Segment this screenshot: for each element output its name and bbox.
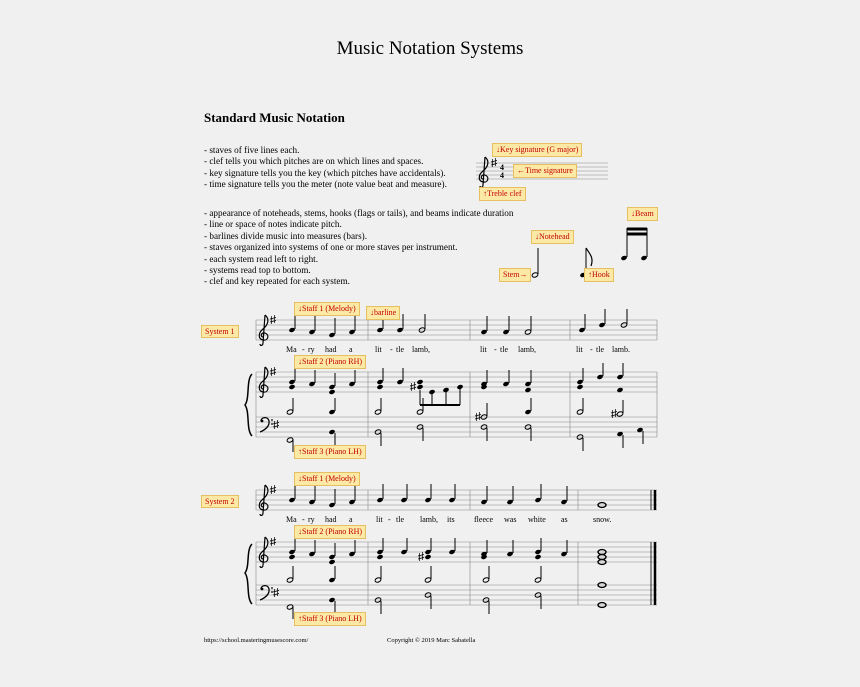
beam-callout: ↓Beam bbox=[627, 207, 658, 221]
lyric: - bbox=[302, 345, 305, 354]
lyric: lit bbox=[375, 345, 382, 354]
list-item: - each system read left to right. bbox=[204, 253, 319, 264]
system-2 bbox=[245, 484, 657, 619]
lyric: a bbox=[349, 515, 353, 524]
key-signature-callout: ↓Key signature (G major) bbox=[492, 143, 582, 157]
lyric: Ma bbox=[286, 515, 297, 524]
lyric: - bbox=[390, 345, 393, 354]
lyric: lamb. bbox=[612, 345, 630, 354]
lyric: its bbox=[447, 515, 455, 524]
list-item: - barlines divide music into measures (bars). bbox=[204, 230, 368, 241]
lyric: tle bbox=[500, 345, 508, 354]
system-1-staff-1-callout: ↓Staff 1 (Melody) bbox=[294, 302, 360, 316]
lyric: - bbox=[590, 345, 593, 354]
footer-copyright: Copyright © 2019 Marc Sabatella bbox=[387, 637, 476, 644]
lyric: snow. bbox=[593, 515, 612, 524]
list-item: - systems read top to bottom. bbox=[204, 265, 311, 276]
system-2-piano-notes bbox=[286, 538, 606, 619]
stem-callout: Stem→ bbox=[499, 268, 531, 282]
page-title: Music Notation Systems bbox=[336, 38, 524, 59]
lyric: tle bbox=[396, 345, 404, 354]
list-item: - line or space of notes indicate pitch. bbox=[204, 219, 342, 230]
system-2-melody-notes bbox=[288, 484, 606, 508]
lyric: fleece bbox=[474, 515, 494, 524]
lyric: ry bbox=[308, 515, 315, 524]
lyric: white bbox=[528, 515, 546, 524]
lyric: lit bbox=[576, 345, 583, 354]
list-item: - clef and key repeated for each system. bbox=[204, 276, 350, 287]
lyric: lamb, bbox=[420, 515, 438, 524]
system-1-staff-3-callout: ↑Staff 3 (Piano LH) bbox=[294, 445, 366, 459]
footer-url: https://school.masteringmusescore.com/ bbox=[204, 637, 309, 644]
lyric: tle bbox=[596, 345, 604, 354]
svg-text:4: 4 bbox=[500, 171, 504, 180]
lyric: ry bbox=[308, 345, 315, 354]
system-2-staff-1-callout: ↓Staff 1 (Melody) bbox=[294, 472, 360, 486]
system-1-piano-notes bbox=[286, 363, 643, 452]
list-item: - appearance of noteheads, stems, hooks (flags or tails), and beams indicate duration bbox=[204, 208, 514, 218]
lyric: - bbox=[302, 515, 305, 524]
lyric: lit bbox=[376, 515, 383, 524]
system-1-label: System 1 bbox=[201, 325, 239, 338]
section-title: Standard Music Notation bbox=[204, 110, 345, 125]
lyric: - bbox=[494, 345, 497, 354]
time-signature-callout: ←Time signature bbox=[513, 164, 577, 178]
list-item: - clef tells you which pitches are on which lines and spaces. bbox=[204, 156, 424, 167]
system-2-staff-2-callout: ↓Staff 2 (Piano RH) bbox=[294, 525, 366, 539]
treble-clef-callout: ↑Treble clef bbox=[479, 187, 526, 201]
system-2-label: System 2 bbox=[201, 495, 239, 508]
system-1 bbox=[245, 309, 657, 452]
system-2-staff-3-callout: ↑Staff 3 (Piano LH) bbox=[294, 612, 366, 626]
lyric: had bbox=[325, 345, 337, 354]
lyric: had bbox=[325, 515, 337, 524]
list-item: - time signature tells you the meter (note value beat and measure). bbox=[204, 179, 447, 190]
list-item: - staves organized into systems of one or more staves per instrument. bbox=[204, 242, 458, 253]
lyric: - bbox=[388, 515, 391, 524]
lyric: a bbox=[349, 345, 353, 354]
svg-text:4: 4 bbox=[500, 163, 504, 172]
lyric: lamb, bbox=[518, 345, 536, 354]
lyric: lamb, bbox=[412, 345, 430, 354]
notehead-callout: ↓Notehead bbox=[531, 230, 574, 244]
lyric: as bbox=[561, 515, 568, 524]
system-1-staff-2-callout: ↓Staff 2 (Piano RH) bbox=[294, 355, 366, 369]
list-item: - key signature tells you the key (which pitches have accidentals). bbox=[204, 167, 446, 178]
lyric: lit bbox=[480, 345, 487, 354]
lyric: tle bbox=[396, 515, 404, 524]
list-item: - staves of five lines each. bbox=[204, 145, 300, 155]
lyric: was bbox=[504, 515, 517, 524]
barline-callout: ↓barline bbox=[366, 306, 400, 320]
lyric: Ma bbox=[286, 345, 297, 354]
hook-callout: ↑Hook bbox=[584, 268, 614, 282]
